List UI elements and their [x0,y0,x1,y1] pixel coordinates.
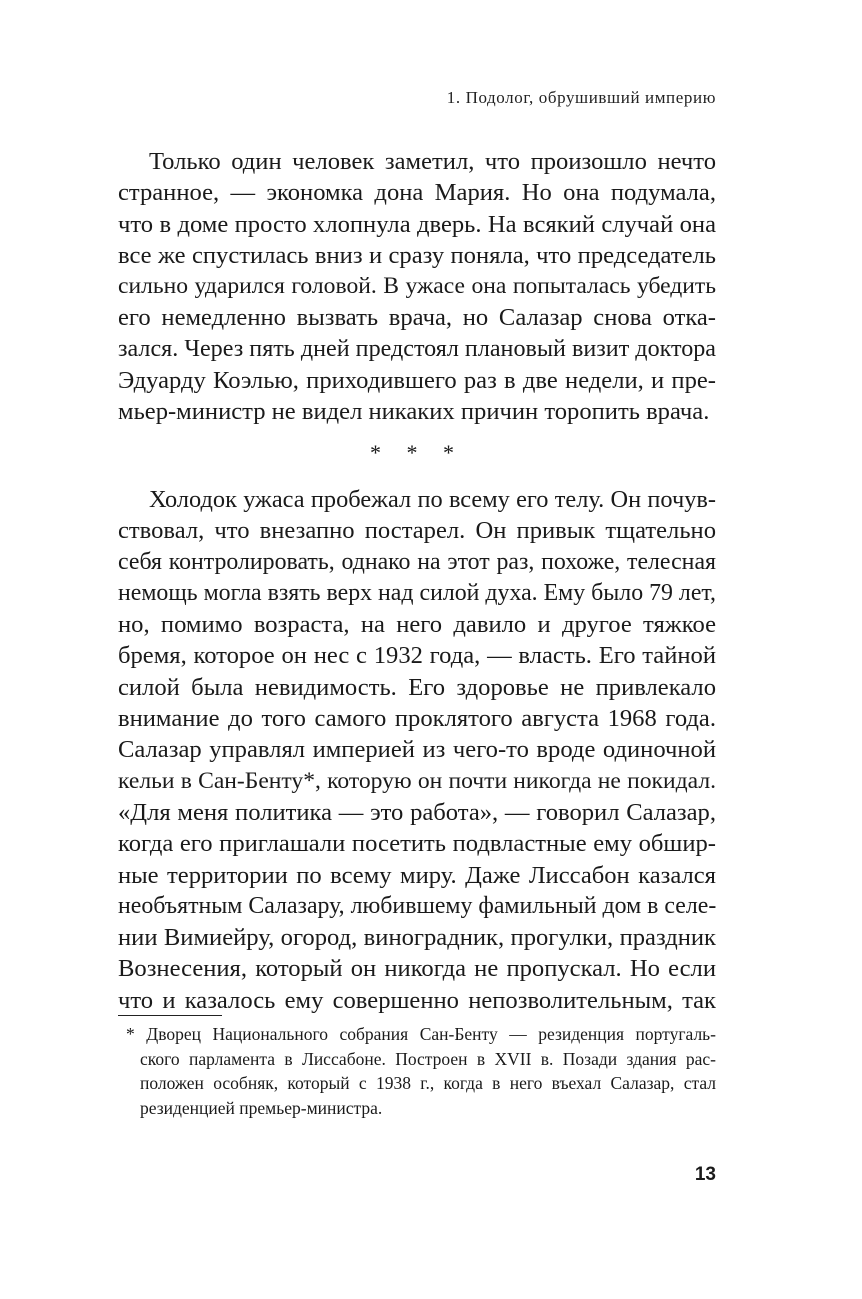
text-line: ствовал, что внезапно постарел. Он привык тщательно [118,517,716,545]
text-line: когда его приглашали посетить подвластные ему обшир- [118,830,716,858]
running-head: 1. Подолог, обрушивший империю [446,88,716,107]
text-line: зался. Через пять дней предстоял плановый визит доктора [118,335,716,362]
text-line: что и казалось ему совершенно непозволительным, так [118,986,716,1014]
text-line: Эдуарду Коэлью, приходившего раз в две недели, и пре- [118,367,716,395]
book-page [118,0,716,1299]
text-line: силой была невидимость. Его здоровье не привлекало [118,673,716,701]
text-line: бремя, которое он нес с 1932 года, — власть. Его тайной [118,642,716,670]
text-line: но, помимо возраста, на него давило и другое тяжкое [118,611,716,639]
footnote-line: положен особняк, который с 1938 г., когда в него въехал Салазар, стал [140,1073,716,1093]
footnote-line: резиденцией премьер-министра. [140,1097,383,1118]
text-line: сильно ударился головой. В ужасе она попыталась убедить [118,273,716,300]
paragraph-1 [118,146,716,428]
text-line: странное, — экономка дона Мария. Но она подумала, [118,179,716,207]
section-separator: * * * [370,440,464,465]
footnote-rule [118,1015,222,1016]
text-line: Холодок ужаса пробежал по всему его телу. Он почув- [149,486,716,513]
text-line: необъятным Салазару, любившему фамильный дом в селе- [118,892,717,919]
page-number: 13 [694,1164,716,1185]
text-line: Только один человек заметил, что произошло нечто [149,148,716,175]
text-line: его немедленно вызвать врача, но Салазар снова отка- [118,304,716,332]
text-line: Вознесения, который он никогда не пропускал. Но если [118,955,716,983]
text-line: кельи в Сан-Бенту*, которую он почти никогда не покидал. [118,767,716,794]
text-line: что в доме просто хлопнула дверь. На всякий случай она [118,210,716,238]
text-line: «Для меня политика — это работа», — говорил Салазар, [118,798,716,826]
footnote-line: * Дворец Национального собрания Сан-Бенту — резиденция португаль- [126,1024,716,1044]
text-line: немощь могла взять верх над силой духа. Ему было 79 лет, [118,579,716,606]
text-line: нии Вимиейру, огород, виноградник, прогулки, праздник [118,924,716,952]
text-line: внимание до того самого проклятого августа 1968 года. [118,705,716,733]
text-line: ные территории по всему миру. Даже Лиссабон казался [118,861,716,889]
text-line: Салазар управлял империей из чего-то вроде одиночной [118,736,716,764]
footnote-line: ского парламента в Лиссабоне. Построен в XVII в. Позади здания рас- [140,1048,716,1069]
text-line: мьер-министр не видел никаких причин торопить врача. [118,398,710,426]
text-line: себя контролировать, однако на этот раз, похоже, телесная [118,548,716,575]
paragraph-2 [118,484,716,1016]
footnote [118,1022,716,1120]
text-line: все же спустилась вниз и сразу поняла, что председатель [118,241,716,269]
